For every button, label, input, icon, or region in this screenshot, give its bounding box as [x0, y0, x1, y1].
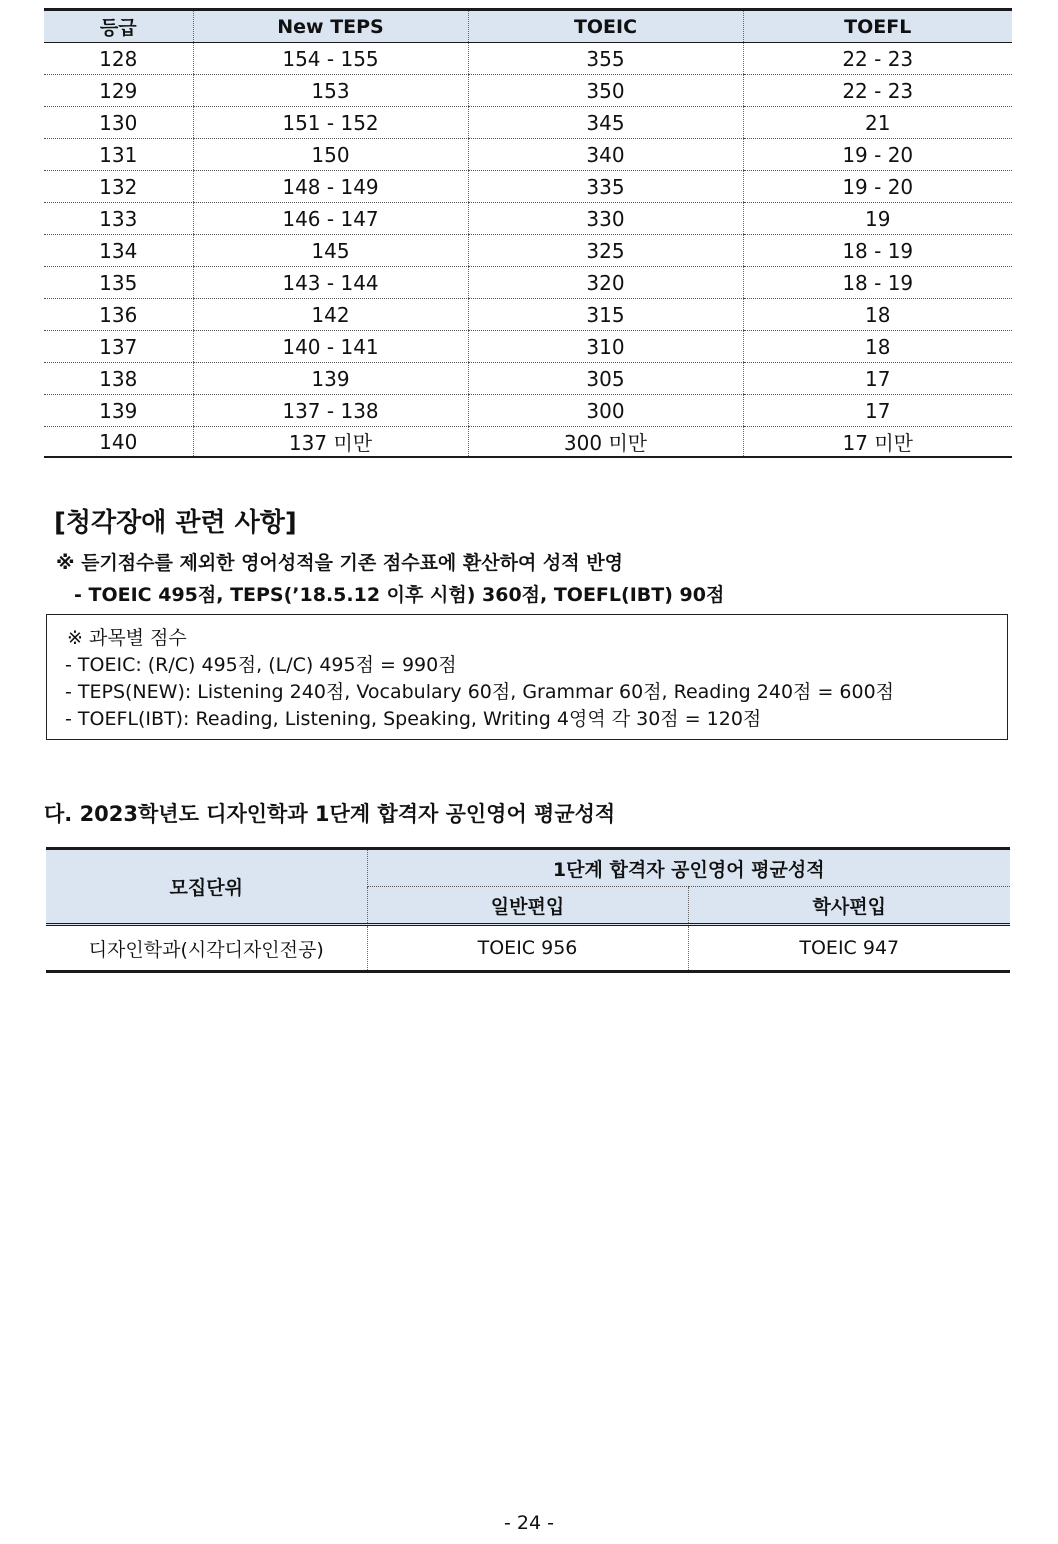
- grade-cell: 135: [44, 267, 193, 299]
- hearing-impairment-title: [청각장애 관련 사항]: [54, 508, 297, 538]
- table-row: [44, 395, 1012, 427]
- header-grade: 등급: [44, 10, 193, 43]
- grade-cell: 140: [44, 427, 193, 458]
- toefl-cell: 21: [743, 107, 1012, 139]
- toeic-cell: 335: [468, 171, 743, 203]
- table-row: [44, 299, 1012, 331]
- regular-transfer-score: TOEIC 956: [367, 925, 688, 972]
- toefl-cell: 18 - 19: [743, 267, 1012, 299]
- grade-cell: 136: [44, 299, 193, 331]
- subject-score-box: [46, 614, 1008, 740]
- score-table-header-row: [44, 10, 1012, 43]
- toefl-cell: 19: [743, 203, 1012, 235]
- hearing-note-conversion: ※ 듣기점수를 제외한 영어성적을 기존 점수표에 환산하여 성적 반영: [56, 552, 623, 574]
- toefl-cell: 19 - 20: [743, 139, 1012, 171]
- table-row: [44, 43, 1012, 75]
- header-regular-transfer: 일반편입: [367, 887, 688, 925]
- grade-cell: 133: [44, 203, 193, 235]
- toefl-cell: 17: [743, 363, 1012, 395]
- toefl-cell: 19 - 20: [743, 171, 1012, 203]
- header-bachelor-transfer: 학사편입: [688, 887, 1010, 925]
- toeic-cell: 305: [468, 363, 743, 395]
- table-row: [44, 75, 1012, 107]
- toeic-cell: 310: [468, 331, 743, 363]
- table-row: [46, 925, 1010, 972]
- toeic-cell: 340: [468, 139, 743, 171]
- table-row: [44, 203, 1012, 235]
- grade-cell: 137: [44, 331, 193, 363]
- new-teps-cell: 154 - 155: [193, 43, 468, 75]
- table-row: [44, 107, 1012, 139]
- average-score-heading: 다. 2023학년도 디자인학과 1단계 합격자 공인영어 평균성적: [44, 802, 616, 826]
- toeic-cell: 300: [468, 395, 743, 427]
- toeic-cell: 315: [468, 299, 743, 331]
- new-teps-cell: 137 - 138: [193, 395, 468, 427]
- toeic-cell: 350: [468, 75, 743, 107]
- new-teps-cell: 148 - 149: [193, 171, 468, 203]
- subject-score-line-toefl: - TOEFL(IBT): Reading, Listening, Speaking, Writing 4영역 각 30점 = 120점: [65, 708, 762, 730]
- table-row: [44, 267, 1012, 299]
- subject-score-line-teps: - TEPS(NEW): Listening 240점, Vocabulary 60점, Grammar 60점, Reading 240점 = 600점: [65, 681, 895, 703]
- new-teps-cell: 150: [193, 139, 468, 171]
- toeic-cell: 320: [468, 267, 743, 299]
- toeic-cell: 325: [468, 235, 743, 267]
- new-teps-cell: 142: [193, 299, 468, 331]
- new-teps-cell: 139: [193, 363, 468, 395]
- header-toefl: TOEFL: [743, 10, 1012, 43]
- new-teps-cell: 143 - 144: [193, 267, 468, 299]
- toefl-cell: 18: [743, 299, 1012, 331]
- header-toeic: TOEIC: [468, 10, 743, 43]
- new-teps-cell: 145: [193, 235, 468, 267]
- table-row: [44, 331, 1012, 363]
- page-number: - 24 -: [504, 1512, 554, 1534]
- header-recruitment-unit: 모집단위: [46, 849, 367, 925]
- new-teps-cell: 140 - 141: [193, 331, 468, 363]
- toefl-cell: 22 - 23: [743, 75, 1012, 107]
- table-row: [44, 427, 1012, 458]
- grade-cell: 131: [44, 139, 193, 171]
- grade-cell: 129: [44, 75, 193, 107]
- toefl-cell: 17: [743, 395, 1012, 427]
- grade-cell: 128: [44, 43, 193, 75]
- subject-score-box-title: ※ 과목별 점수: [67, 627, 187, 649]
- toeic-cell: 345: [468, 107, 743, 139]
- bachelor-transfer-score: TOEIC 947: [688, 925, 1010, 972]
- grade-cell: 132: [44, 171, 193, 203]
- score-table-body: [44, 43, 1012, 458]
- header-new-teps: New TEPS: [193, 10, 468, 43]
- toefl-cell: 17 미만: [743, 427, 1012, 458]
- grade-cell: 139: [44, 395, 193, 427]
- toeic-cell: 300 미만: [468, 427, 743, 458]
- score-conversion-table: [44, 8, 1012, 458]
- grade-cell: 138: [44, 363, 193, 395]
- subject-score-line-toeic: - TOEIC: (R/C) 495점, (L/C) 495점 = 990점: [65, 654, 457, 676]
- new-teps-cell: 146 - 147: [193, 203, 468, 235]
- grade-cell: 130: [44, 107, 193, 139]
- table-row: [44, 139, 1012, 171]
- new-teps-cell: 137 미만: [193, 427, 468, 458]
- toefl-cell: 18 - 19: [743, 235, 1012, 267]
- new-teps-cell: 151 - 152: [193, 107, 468, 139]
- table-row: [44, 235, 1012, 267]
- average-score-table: [46, 847, 1010, 973]
- toefl-cell: 22 - 23: [743, 43, 1012, 75]
- hearing-note-scores: - TOEIC 495점, TEPS(’18.5.12 이후 시험) 360점, TOEFL(IBT) 90점: [74, 584, 725, 606]
- toeic-cell: 330: [468, 203, 743, 235]
- table-row: [44, 171, 1012, 203]
- table-row: [44, 363, 1012, 395]
- header-average-group: 1단계 합격자 공인영어 평균성적: [367, 849, 1010, 887]
- average-table-header-row: [46, 849, 1010, 887]
- new-teps-cell: 153: [193, 75, 468, 107]
- grade-cell: 134: [44, 235, 193, 267]
- toefl-cell: 18: [743, 331, 1012, 363]
- toeic-cell: 355: [468, 43, 743, 75]
- recruitment-unit-cell: 디자인학과(시각디자인전공): [46, 925, 367, 972]
